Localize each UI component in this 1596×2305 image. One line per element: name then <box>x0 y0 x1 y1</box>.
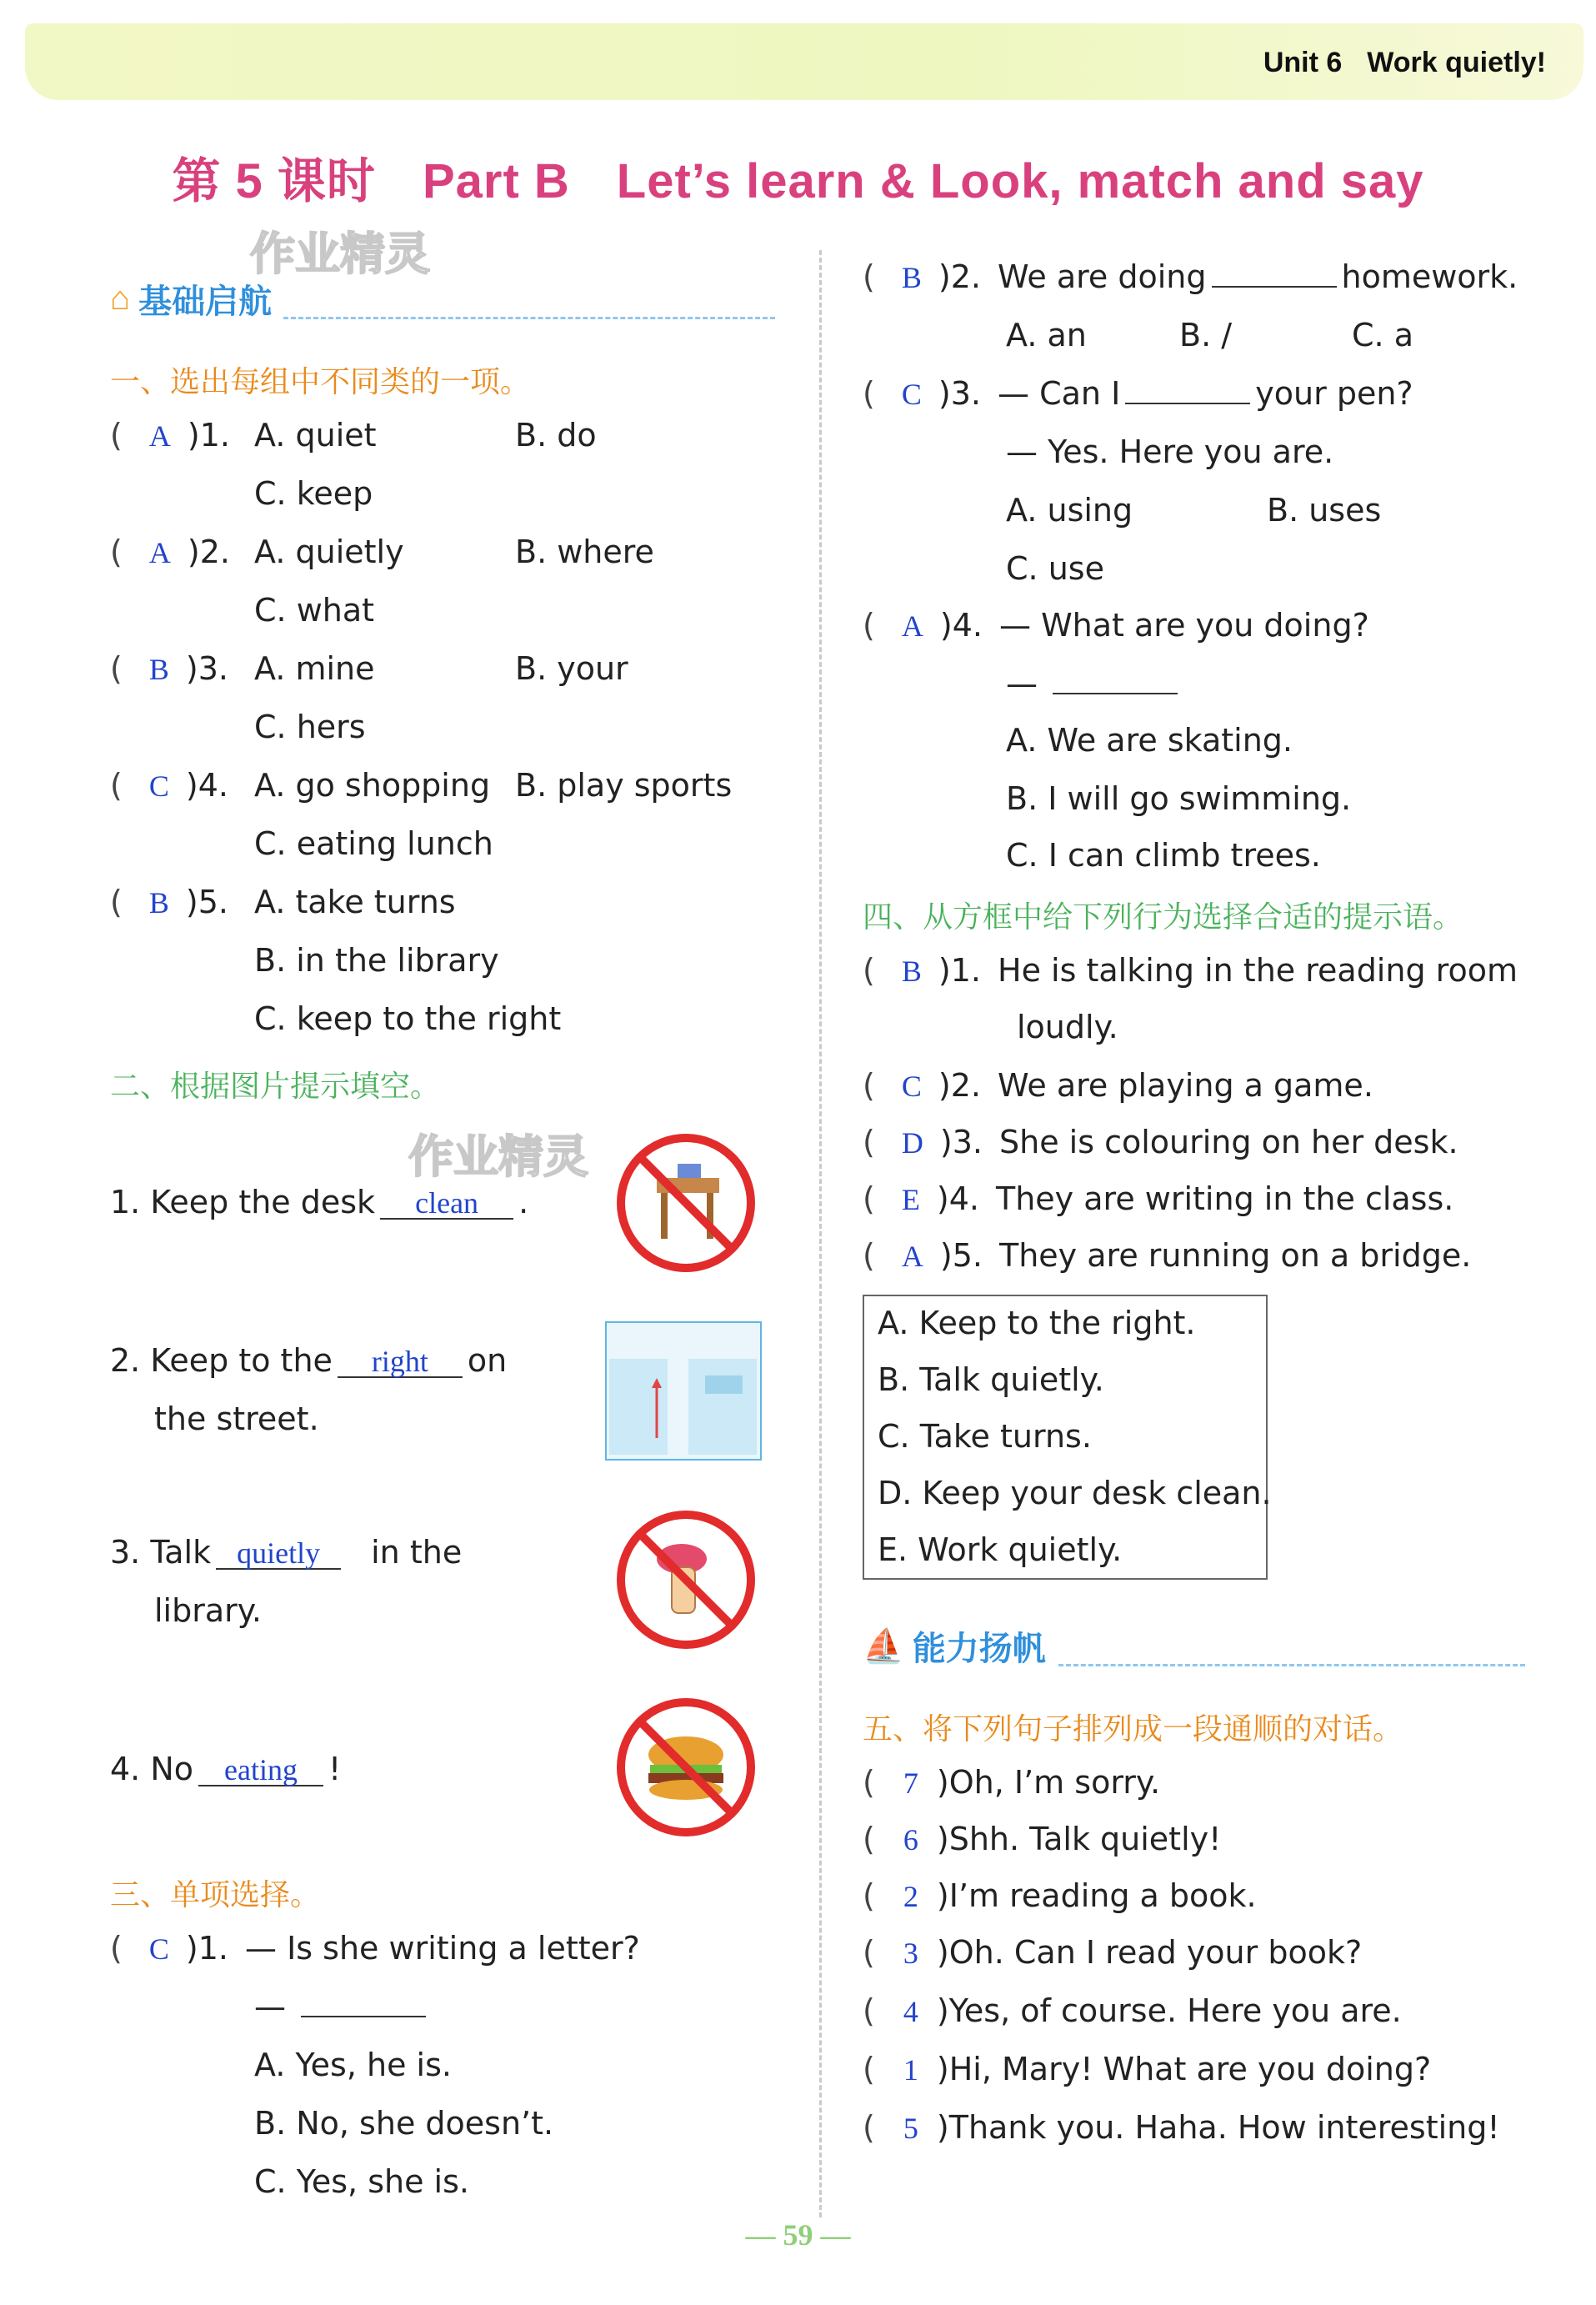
option-b: B. where <box>515 534 654 570</box>
option-c: C. I can climb trees. <box>1006 837 1321 874</box>
no-eating-icon <box>615 1696 757 1838</box>
list-item: ( B )2. We are doing homework. <box>863 258 1518 295</box>
q2-heading: 二、根据图片提示填空。 <box>110 1069 441 1103</box>
option-a: A. Yes, he is. <box>254 2047 452 2083</box>
list-item: ( D )3. She is colouring on her desk. <box>863 1124 1458 1160</box>
list-item: ( B )1. He is talking in the reading room <box>863 952 1518 989</box>
list-item: ( C )4. <box>110 767 229 804</box>
list-item: ( A )2. <box>110 534 230 570</box>
list-item: ( B )5. <box>110 884 229 920</box>
option-c: C. keep to the right <box>254 1000 562 1037</box>
option-b: B. I will go swimming. <box>1006 780 1352 817</box>
option-c: C. eating lunch <box>254 825 493 862</box>
part-label: Part B <box>422 154 570 208</box>
list-item: ( E )4. They are writing in the class. <box>863 1180 1454 1217</box>
option-b: B. / <box>1179 317 1233 353</box>
list-item-cont: loudly. <box>1017 1009 1118 1045</box>
option-c: C. a <box>1352 317 1413 353</box>
column-divider <box>819 250 822 2217</box>
q5-heading: 五、将下列句子排列成一段通顺的对话。 <box>863 1711 1403 1746</box>
watermark: 作业精灵 <box>250 229 430 279</box>
sail-icon: ⛵ <box>863 1628 904 1665</box>
list-item: ( 4 )Yes, of course. Here you are. <box>863 1992 1402 2029</box>
list-item: ( A )4. — What are you doing? <box>863 607 1369 644</box>
option-c: C. Yes, she is. <box>254 2163 469 2200</box>
fill-item-cont: library. <box>154 1592 262 1629</box>
q4-heading: 四、从方框中给下列行为选择合适的提示语。 <box>863 899 1463 934</box>
list-item: ( 6 )Shh. Talk quietly! <box>863 1821 1222 1857</box>
section-basic-heading: ⌂ 基础启航 <box>110 280 273 320</box>
list-item: ( B )3. <box>110 650 229 687</box>
list-item: ( C )1. — Is she writing a letter? <box>110 1930 640 1967</box>
q1-heading: 一、选出每组中不同类的一项。 <box>110 364 531 398</box>
fill-item: 3. Talk quietly in the <box>110 1534 463 1571</box>
option-b: B. in the library <box>254 942 499 979</box>
list-item: ( 2 )I’m reading a book. <box>863 1877 1257 1914</box>
reply-line: — Yes. Here you are. <box>1006 433 1334 470</box>
option-c: C. use <box>1006 550 1104 587</box>
box-option: E. Work quietly. <box>878 1531 1123 1568</box>
option-b: B. do <box>515 417 597 453</box>
fill-item-cont: the street. <box>154 1401 319 1437</box>
lesson-label: 第 5 课时 <box>172 154 376 208</box>
house-icon: ⌂ <box>110 280 131 317</box>
option-a: A. quiet <box>254 417 377 453</box>
list-item: ( 7 )Oh, I’m sorry. <box>863 1764 1161 1801</box>
option-b: B. your <box>515 650 628 687</box>
option-c: C. keep <box>254 475 373 512</box>
section-divider <box>1058 1664 1525 1666</box>
list-item: ( 5 )Thank you. Haha. How interesting! <box>863 2109 1500 2146</box>
option-b: B. uses <box>1267 492 1382 529</box>
option-a: A. mine <box>254 650 375 687</box>
box-option: B. Talk quietly. <box>878 1361 1104 1398</box>
no-messy-desk-icon <box>615 1132 757 1274</box>
unit-title: Work quietly! <box>1367 47 1546 78</box>
option-a: A. take turns <box>254 884 456 920</box>
finger-on-lips-icon <box>615 1509 757 1651</box>
list-item: ( A )5. They are running on a bridge. <box>863 1237 1472 1274</box>
box-option: C. Take turns. <box>878 1418 1092 1455</box>
topic-label: Let’s learn & Look, match and say <box>616 154 1424 208</box>
option-c: C. what <box>254 592 375 629</box>
unit-label: Unit 6 <box>1263 47 1343 78</box>
option-a: A. go shopping <box>254 767 491 804</box>
section-divider <box>283 317 775 319</box>
option-a: A. We are skating. <box>1006 722 1293 759</box>
fill-item: 4. No eating ! <box>110 1751 342 1787</box>
list-item: ( 3 )Oh. Can I read your book? <box>863 1934 1363 1971</box>
option-c: C. hers <box>254 709 366 745</box>
answer-line: — <box>1006 665 1183 702</box>
option-b: B. play sports <box>515 767 733 804</box>
list-item: ( A )1. <box>110 417 230 453</box>
watermark: 作业精灵 <box>408 1132 588 1182</box>
answer-line: — <box>254 1988 431 2025</box>
box-option: A. Keep to the right. <box>878 1305 1196 1341</box>
list-item: ( C )2. We are playing a game. <box>863 1067 1373 1104</box>
unit-header <box>1263 47 1546 79</box>
fill-item: 2. Keep to the right on <box>110 1342 508 1379</box>
page-number: — 59 — <box>745 2218 851 2252</box>
option-a: A. using <box>1006 492 1133 529</box>
q3-heading: 三、单项选择。 <box>110 1877 321 1912</box>
option-b: B. No, she doesn’t. <box>254 2105 554 2142</box>
option-a: A. quietly <box>254 534 404 570</box>
street-map-icon <box>605 1321 763 1463</box>
list-item: ( 1 )Hi, Mary! What are you doing? <box>863 2051 1432 2087</box>
fill-item: 1. Keep the desk clean . <box>110 1184 529 1220</box>
option-a: A. an <box>1006 317 1087 353</box>
section-ability-heading: ⛵ 能力扬帆 <box>863 1628 1046 1667</box>
box-option: D. Keep your desk clean. <box>878 1475 1272 1511</box>
list-item: ( C )3. — Can I your pen? <box>863 375 1413 412</box>
page-title <box>0 142 1596 212</box>
